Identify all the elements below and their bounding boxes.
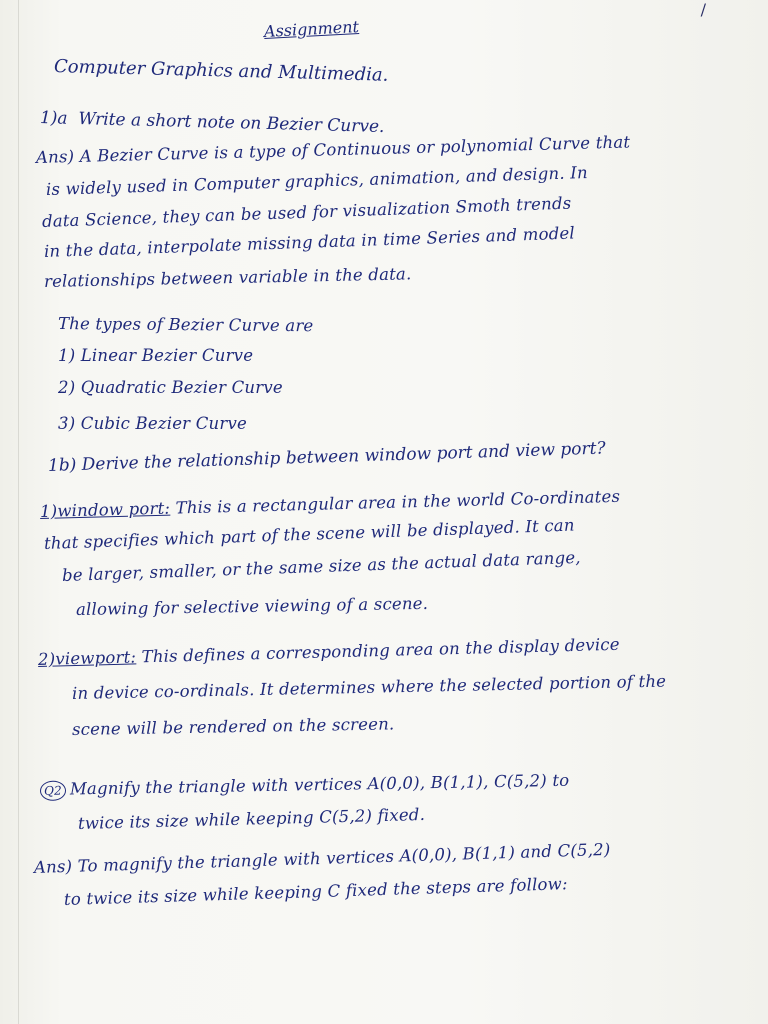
types-list-item: 3) Cubic Bezier Curve: [58, 414, 247, 433]
answer-label: Ans): [35, 147, 75, 167]
question-text: Derive the relationship between window port and view port?: [81, 438, 606, 475]
answer-2-line: to twice its size while keeping C fixed the steps are follow:: [63, 874, 569, 909]
viewport-line: scene will be rendered on the screen.: [71, 714, 395, 739]
question-2: [40, 771, 570, 801]
margin-line: [18, 0, 19, 1024]
answer-1-line: data Science, they can be used for visualization Smoth trends: [41, 193, 572, 231]
answer-1-line: [36, 132, 631, 167]
window-port-line: that specifies which part of the scene will be displayed. It can: [43, 515, 575, 553]
question-2-label: Q2: [40, 781, 66, 801]
window-port-label: 1)window port:: [39, 498, 171, 521]
window-port-line: [40, 487, 621, 521]
question-label: 1b): [47, 455, 77, 476]
question-text: Write a short note on Bezier Curve.: [78, 109, 385, 138]
window-port-text: This is a rectangular area in the world Co-ordinates: [175, 486, 621, 518]
answer-1-line: relationships between variable in the data.: [43, 264, 412, 291]
window-port-line: allowing for selective viewing of a scene.: [75, 593, 429, 619]
corner-mark: /: [700, 0, 706, 19]
subject-line: Computer Graphics and Multimedia.: [53, 56, 389, 86]
question-1a: [40, 108, 385, 137]
question-1b: [48, 438, 606, 476]
window-port-line: be larger, smaller, or the same size as the actual data range,: [61, 547, 582, 585]
answer-text: A Bezier Curve is a type of Continuous or polynomial Curve that: [79, 132, 631, 166]
answer-1-line: is widely used in Computer graphics, animation, and design. In: [45, 162, 589, 199]
types-heading: The types of Bezier Curve are: [57, 314, 314, 336]
types-list-item: 2) Quadratic Bezier Curve: [58, 378, 283, 397]
viewport-label: 2)viewport:: [37, 647, 137, 669]
viewport-text: This defines a corresponding area on the display device: [141, 634, 620, 667]
answer-text: To magnify the triangle with vertices A(0,0), B(1,1) and C(5,2): [77, 839, 611, 876]
question-text: Magnify the triangle with vertices A(0,0), B(1,1), C(5,2) to: [69, 770, 570, 799]
question-2-line: twice its size while keeping C(5,2) fixed.: [77, 804, 426, 833]
question-label: 1)a: [39, 108, 68, 129]
answer-1-line: in the data, interpolate missing data in time Series and model: [43, 223, 576, 261]
types-list-item: 1) Linear Bezier Curve: [58, 346, 254, 365]
answer-label: Ans): [33, 856, 73, 877]
viewport-line: in device co-ordinals. It determines where the selected portion of the: [71, 671, 667, 703]
page-title: Assignment: [263, 17, 360, 41]
viewport-line: [38, 635, 620, 669]
answer-2-line: [34, 840, 611, 877]
